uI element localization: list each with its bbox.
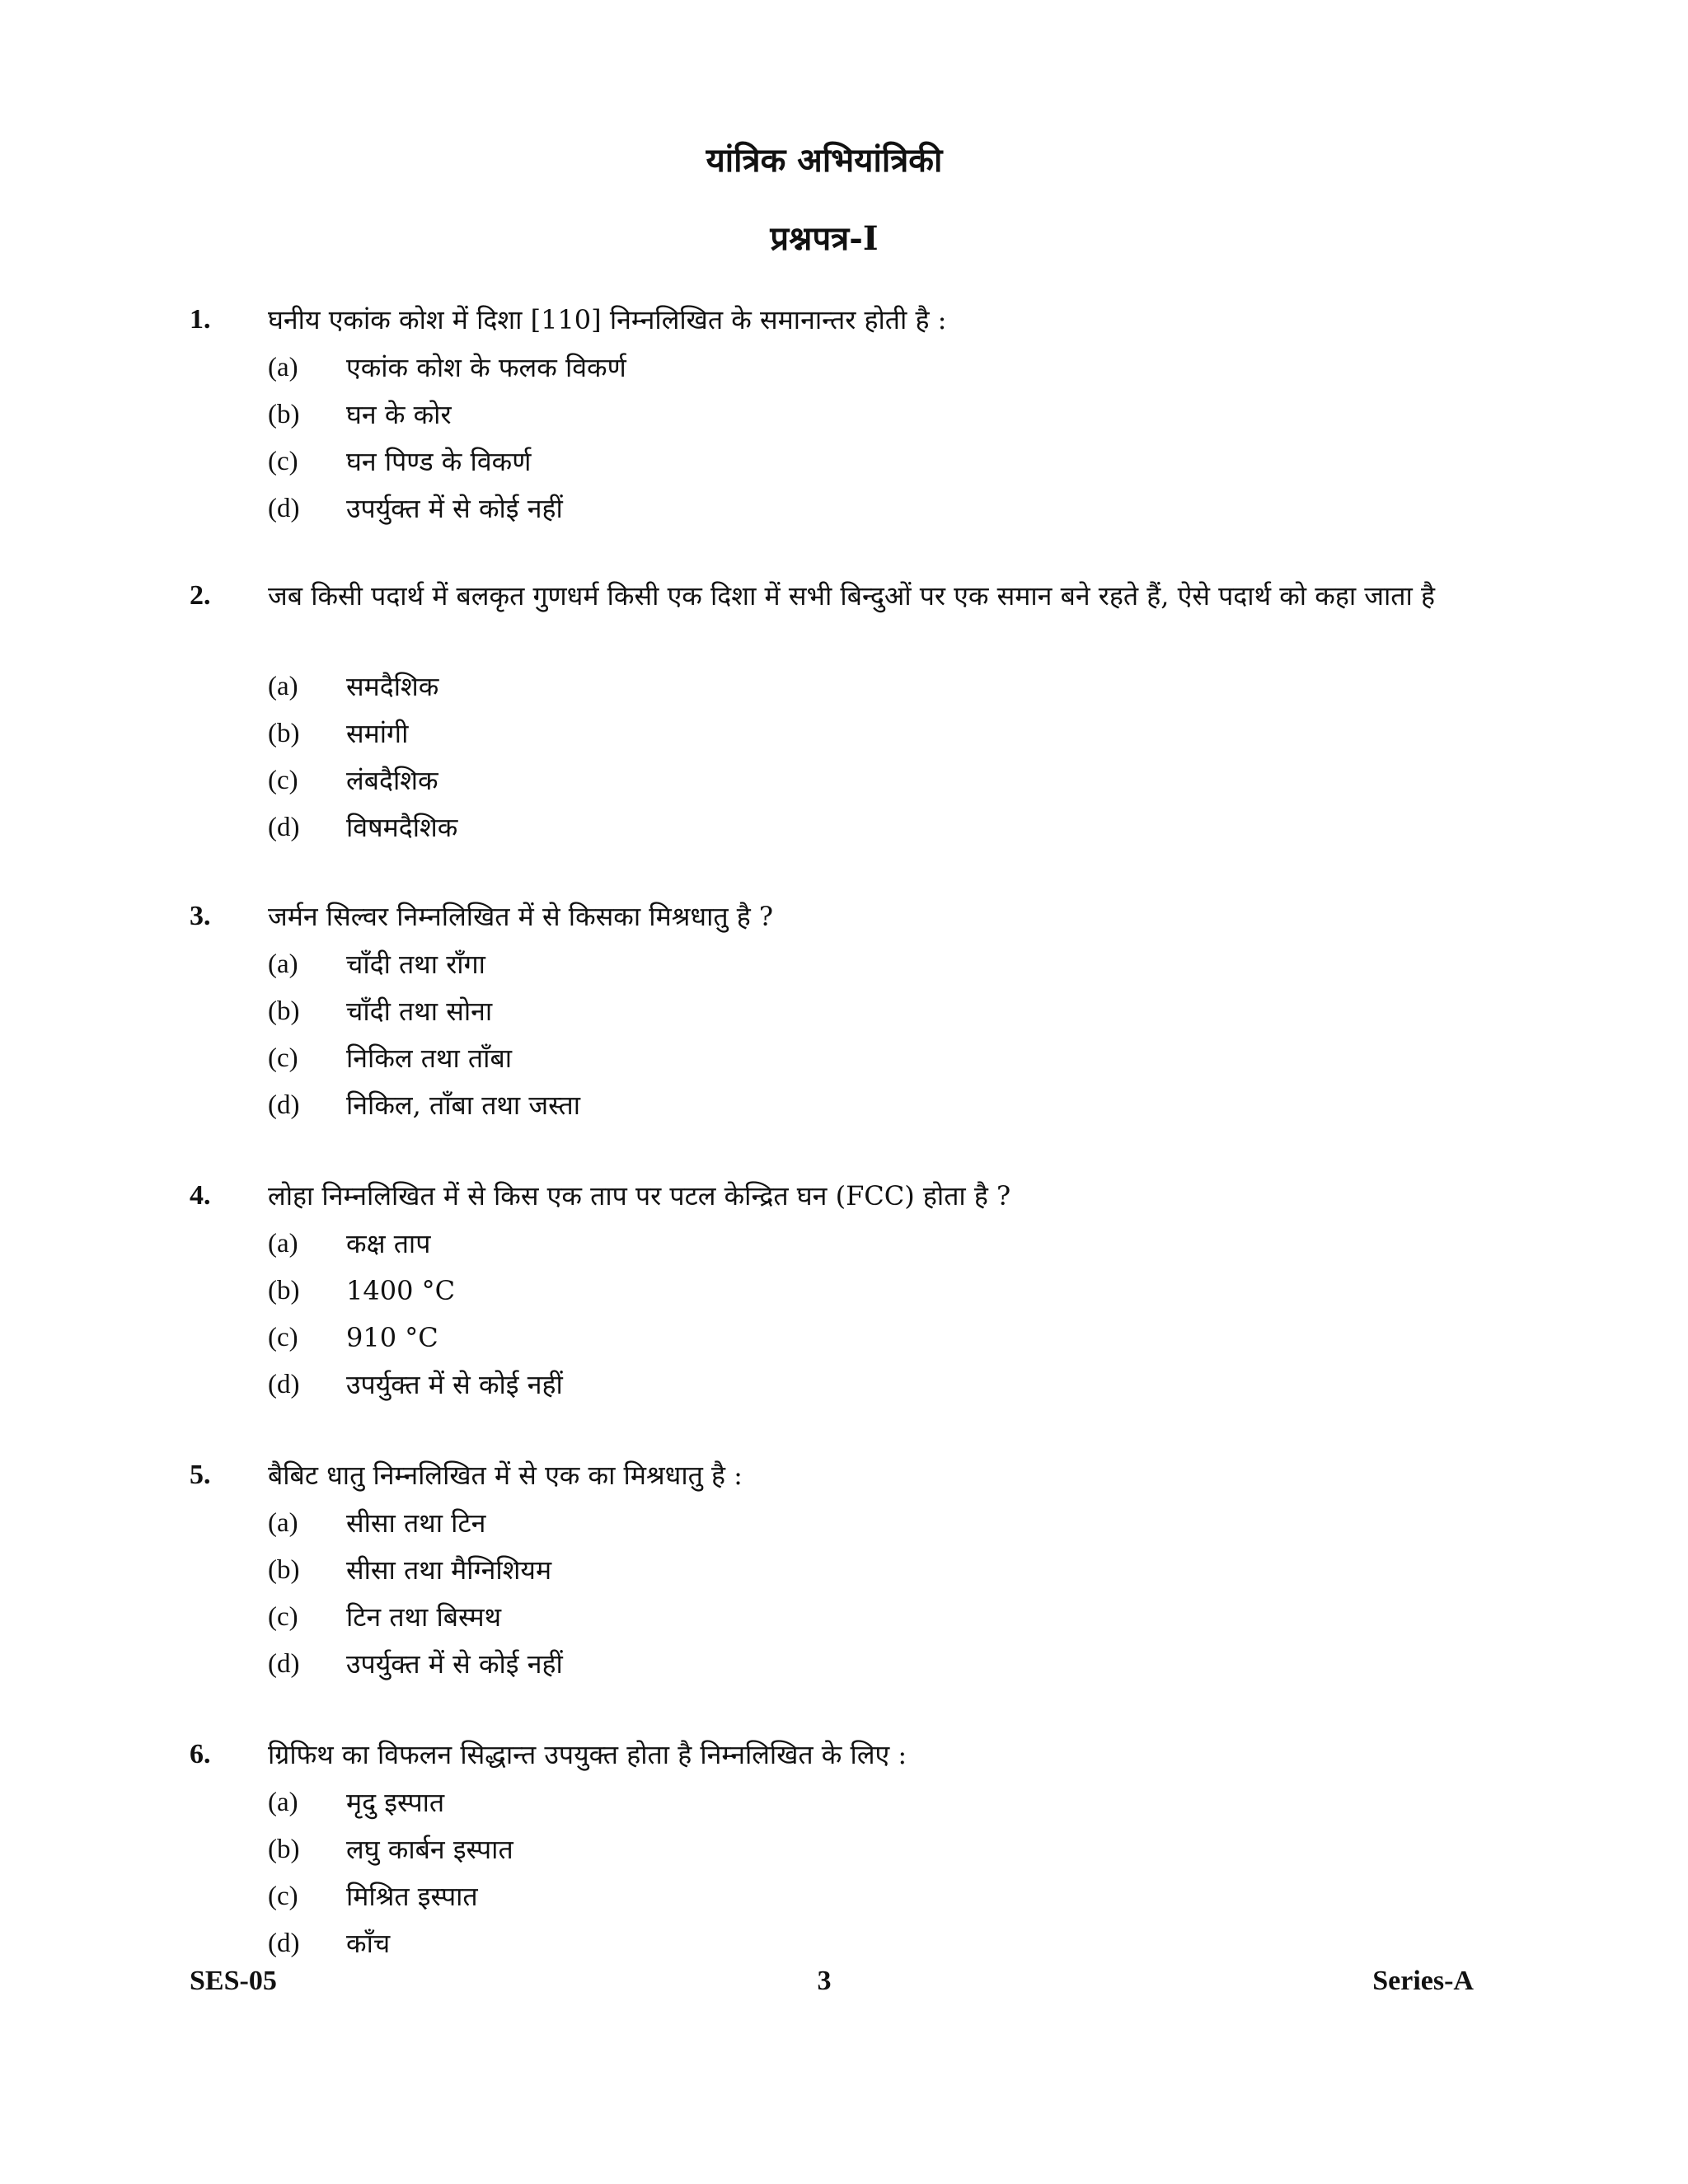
question-number: 1. <box>190 304 211 335</box>
option-b <box>268 712 1422 755</box>
option-text: एकांक कोश के फलक विकर्ण <box>346 352 626 383</box>
option-c <box>268 1316 1422 1359</box>
option-label: (b) <box>268 1835 300 1864</box>
option-label: (a) <box>268 1229 298 1258</box>
question-number: 6. <box>190 1739 211 1769</box>
option-text: समांगी <box>346 718 409 749</box>
option-text: उपर्युक्त में से कोई नहीं <box>346 493 563 524</box>
option-text: सीसा तथा मैग्निशियम <box>346 1554 552 1586</box>
option-d <box>268 1363 1422 1406</box>
option-text: लंबदैशिक <box>346 765 438 796</box>
question-number: 3. <box>190 901 211 931</box>
option-text: समदैशिक <box>346 671 439 702</box>
question-number: 4. <box>190 1180 211 1211</box>
option-c <box>268 759 1422 802</box>
option-a <box>268 665 1422 708</box>
paper-subtitle: प्रश्नपत्र-I <box>770 219 879 258</box>
option-label: (b) <box>268 719 300 748</box>
option-a <box>268 1502 1422 1544</box>
option-a <box>268 346 1422 389</box>
option-b <box>268 990 1422 1033</box>
option-label: (d) <box>268 813 300 842</box>
option-b <box>268 1269 1422 1312</box>
option-label: (c) <box>268 1323 298 1352</box>
option-b <box>268 1549 1422 1591</box>
option-text: मिश्रित इस्पात <box>346 1881 478 1912</box>
option-text: लघु कार्बन इस्पात <box>346 1834 513 1865</box>
option-label: (d) <box>268 1649 300 1679</box>
option-label: (d) <box>268 1929 300 1958</box>
option-a <box>268 943 1422 986</box>
option-label: (a) <box>268 672 298 701</box>
option-d <box>268 1922 1422 1965</box>
option-label: (d) <box>268 494 300 523</box>
option-text: निकिल तथा ताँबा <box>346 1043 513 1074</box>
option-label: (c) <box>268 766 298 795</box>
option-label: (b) <box>268 400 300 429</box>
option-c <box>268 1596 1422 1638</box>
question-text: लोहा निम्नलिखित में से किस एक ताप पर पटल केन्द्रित घन (FCC) होता है ? <box>268 1180 1011 1212</box>
page-title: यांत्रिक अभियांत्रिकी <box>706 141 943 180</box>
option-d <box>268 487 1422 530</box>
option-label: (a) <box>268 949 298 979</box>
option-text: सीसा तथा टिन <box>346 1507 486 1539</box>
option-text: टिन तथा बिस्मथ <box>346 1601 502 1633</box>
option-text: 1400 °C <box>346 1275 456 1306</box>
option-label: (c) <box>268 447 298 476</box>
option-c <box>268 440 1422 483</box>
question-number: 5. <box>190 1460 211 1490</box>
option-d <box>268 806 1422 849</box>
option-label: (c) <box>268 1882 298 1911</box>
option-label: (b) <box>268 1555 300 1585</box>
option-label: (b) <box>268 996 300 1026</box>
question-text: जर्मन सिल्वर निम्नलिखित में से किसका मिश्रधातु है ? <box>268 901 774 932</box>
option-text: घन के कोर <box>346 399 452 430</box>
option-label: (a) <box>268 353 298 382</box>
option-b <box>268 1828 1422 1871</box>
option-label: (b) <box>268 1276 300 1305</box>
page-number: 3 <box>817 1966 832 1996</box>
option-d <box>268 1643 1422 1685</box>
option-a <box>268 1222 1422 1265</box>
option-b <box>268 393 1422 436</box>
option-text: कक्ष ताप <box>346 1228 431 1259</box>
option-text: 910 °C <box>346 1322 438 1353</box>
series-label: Series-A <box>1372 1966 1474 1996</box>
option-label: (c) <box>268 1602 298 1632</box>
option-text: उपर्युक्त में से कोई नहीं <box>346 1648 563 1680</box>
option-label: (d) <box>268 1090 300 1120</box>
option-text: घन पिण्ड के विकर्ण <box>346 446 532 477</box>
question-text: ग्रिफिथ का विफलन सिद्धान्त उपयुक्त होता है निम्नलिखित के लिए : <box>268 1739 907 1770</box>
option-label: (a) <box>268 1788 298 1817</box>
question-text: बैबिट धातु निम्नलिखित में से एक का मिश्रधातु है : <box>268 1460 743 1491</box>
option-text: चाँदी तथा राँगा <box>346 949 485 980</box>
option-text: विषमदैशिक <box>346 812 458 843</box>
question-text: घनीय एकांक कोश में दिशा [110] निम्नलिखित के समानान्तर होती है : <box>268 304 947 335</box>
option-text: चाँदी तथा सोना <box>346 996 493 1027</box>
option-c <box>268 1037 1422 1080</box>
option-text: काँच <box>346 1928 391 1959</box>
option-label: (c) <box>268 1043 298 1073</box>
option-label: (a) <box>268 1508 298 1538</box>
option-a <box>268 1781 1422 1824</box>
paper-code: SES-05 <box>190 1966 277 1996</box>
option-d <box>268 1084 1422 1127</box>
question-number: 2. <box>190 580 211 611</box>
option-text: मृदु इस्पात <box>346 1787 445 1818</box>
option-label: (d) <box>268 1370 300 1399</box>
option-text: उपर्युक्त में से कोई नहीं <box>346 1369 563 1400</box>
option-c <box>268 1875 1422 1918</box>
question-text: जब किसी पदार्थ में बलकृत गुणधर्म किसी एक दिशा में सभी बिन्दुओं पर एक समान बने रहते हैं, ऐसे पदार्थ को कहा जाता है <box>268 580 1435 612</box>
option-text: निकिल, ताँबा तथा जस्ता <box>346 1090 581 1121</box>
